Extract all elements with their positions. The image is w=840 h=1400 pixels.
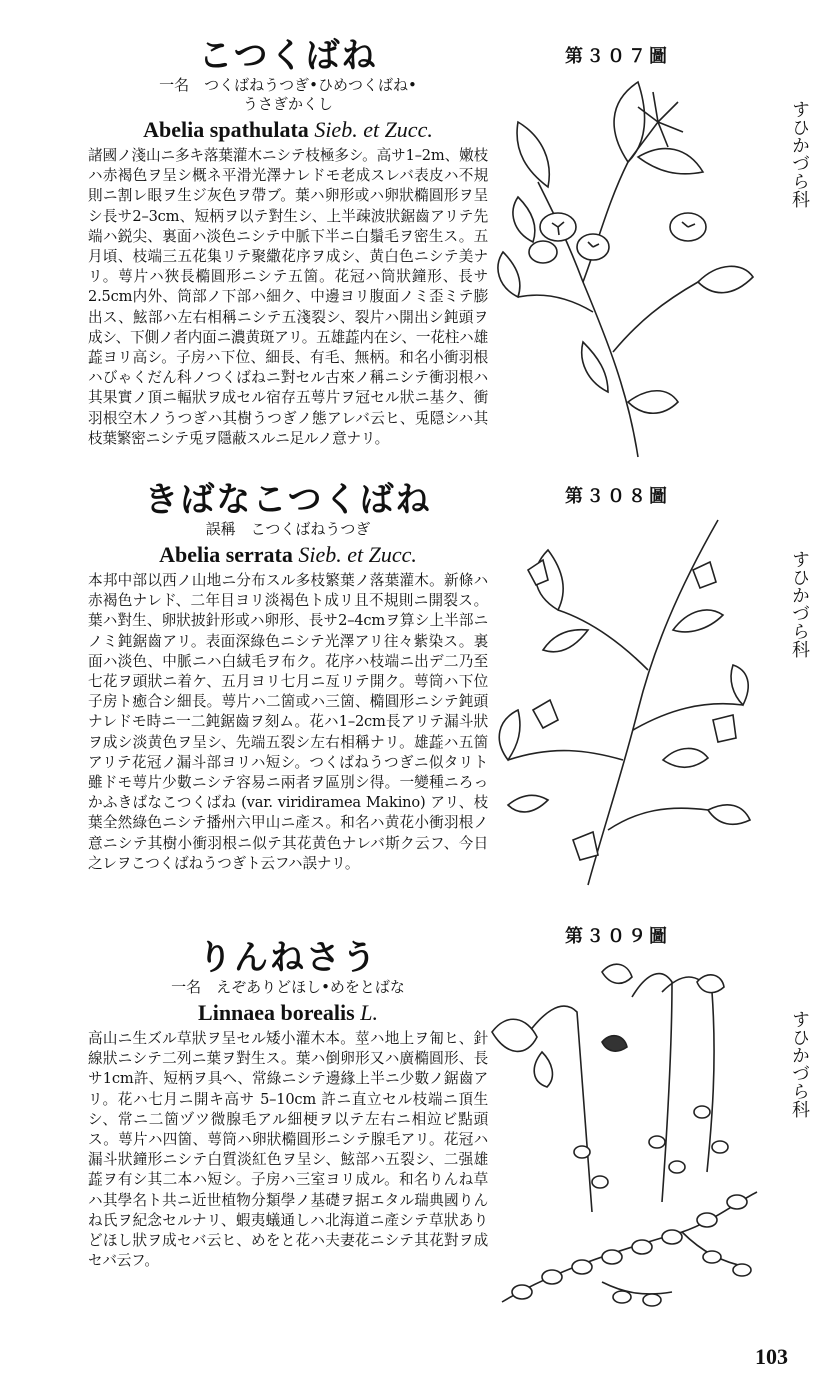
figure-label: 第３０８圖 [565, 486, 670, 507]
entry-title: こつくばね [198, 36, 378, 76]
scientific-binomial: Abelia serrata [159, 542, 293, 567]
family-name: すひかづら科 [789, 100, 810, 208]
alternate-names: 一名 つくばねうつぎ•ひめつくばね• [159, 76, 417, 94]
scientific-author: Sieb. et Zucc. [298, 542, 417, 567]
entry-description: 本邦中部以西ノ山地ニ分布スル多枝繁葉ノ落葉灌木。新條ハ赤褐色ナレド、二年目ヨリ淡褐色ト成リ且不規則ニ開裂ス。葉ハ對生、卵狀披針形或ハ卵形、長サ2–4cmヲ算シ上半部ニノミ鈍鋸齒アリ。表面深綠色ニシテ光澤アリ往々紫染ス。裏面ハ淡色、中脈ニハ白絨毛ヲ布ク。花序ハ枝端ニ出デ二乃至七花ヲ頭狀ニ着ケ、五月ヨリ七月ニ亙リテ開ク。萼筒ハ下位子房ト癒合シ細長。萼片ハ二箇或ハ三箇、橢圓形ニシテ鈍頭ナレドモ時ニ一二鈍鋸齒ヲ刻ム。花ハ1–2cm長アリテ漏斗狀ヲ成シ淡黄色ヲ呈シ、先端五裂シ左右相稱ナリ。雄蕋ハ五箇アリテ花冠ノ漏斗部ヨリハ短シ。つくばねうつぎニ似タリト雖ドモ萼片少數ニシテ容易ニ兩者ヲ區別シ得。一變種ニろっかふきばなこつくばね (var. viridiramea Makino) アリ、枝葉全然綠色ニシテ播州六甲山ニ產ス。和名ハ黄花小衝羽根ノ意ニシテ其樹小衝羽根ニ似テ其花黄色ナレバ斯ク云フ、今日之レヲこつくばねうつぎト云フハ誤ナリ。 [88, 572, 488, 872]
scientific-name [88, 999, 488, 1027]
page-number: 103 [755, 1344, 788, 1369]
entry-description: 諸國ノ淺山ニ多キ落葉灌木ニシテ枝極多シ。高サ1–2m、嫩枝ハ赤褐色ヲ呈シ概ネ平滑光澤ナレドモ老成スレバ表皮ハ不規則ニ割レ眼ヲ生ジ灰色ヲ帶ブ。葉ハ卵形或ハ卵狀橢圓形ヲ呈シ長サ2–3cm、短柄ヲ以テ對生シ、上半疎波狀鋸齒アリテ先端ハ鋭尖、裏面ハ淡色ニシテ中脈下半ニ白鬚毛ヲ密生ス。五月頃、枝端三五花集リテ聚繖花序ヲ成シ、黄白色ニシテ美ナリ。萼片ハ狹長橢圓形ニシテ五箇。花冠ハ筒狀鐘形、長サ2.5cm内外、筒部ノ下部ハ細ク、中邊ヨリ腹面ノミ歪ミテ膨出ス、鮌部ハ左右相稱ニシテ五淺裂シ、裂片ハ開出シ鈍頭ヲ成シ、下側ノ者内面ニ濃黄斑アリ。五雄蕋内在シ、一花柱ハ雄蕋ヨリ高シ。子房ハ下位、細長、有毛、無柄。和名小衝羽根ハびゃくだん科ノつくばねニ對セル古來ノ稱ニシテ衝羽根ハ其果實ノ頂ニ輻狀ヲ成セル宿存五萼片ヲ冠セル狀ニ基ク、衝羽根空木ノうつぎハ其樹うつぎノ態アレバ云ヒ、兎隠シハ其枝葉繁密ニシテ兎ヲ隱蔽スルニ足ルノ意ナリ。 [88, 147, 488, 447]
figure-label: 第３０９圖 [565, 926, 670, 947]
entry-title: りんねさう [198, 938, 378, 978]
entry-kotsukubane [0, 0, 840, 460]
entry-kibanakotsukubane [0, 460, 840, 920]
scientific-author: L. [360, 1000, 378, 1025]
figure-label: 第３０７圖 [565, 46, 670, 67]
entry-rinnesou [0, 920, 840, 1340]
entry-description: 高山ニ生ズル草狀ヲ呈セル矮小灌木本。莖ハ地上ヲ匍ヒ、針線狀ニシテ二列ニ葉ヲ對生ス。葉ハ倒卵形又ハ廣橢圓形、長サ1cm許、短柄ヲ具ヘ、常綠ニシテ邊緣上半ニ少數ノ鋸齒アリ。花ハ七月ニ開キ高サ 5–10cm 許ニ直立セル枝端ニ頂生シ、常ニ二箇ヅツ微腺毛アル細梗ヲ以テ左右ニ相竝ビ點頭ス。萼片ハ四箇、萼筒ハ卵狀橢圓形ニシテ腺毛アリ。花冠ハ漏斗狀鐘形ニシテ白質淡紅色ヲ呈シ、鮌部ハ五裂シ、二强雄蕋ヲ有シ其二本ハ短シ。子房ハ三室ヨリ成ル。和名りんね草ハ其學名ト共ニ近世植物分類學ノ基礎ヲ据エタル瑞典國りんね氏ヲ紀念セルナリ、蝦夷蟻通しハ北海道ニ產シテ草狀ありどほし狀ヲ成セバ云ヒ、めをと花ハ夫妻花ニシテ其花對ヲ成セバ云フ。 [88, 1030, 488, 1270]
alternate-names-cont: うさぎかくし [242, 95, 333, 113]
alternate-names: 誤稱 こつくばねうつぎ [205, 520, 371, 538]
family-name: すひかづら科 [789, 1010, 810, 1118]
scientific-binomial: Linnaea borealis [198, 1000, 355, 1025]
scientific-author: Sieb. et Zucc. [314, 117, 433, 142]
scientific-name [88, 116, 488, 144]
plant-illustration [488, 510, 758, 890]
scientific-name [88, 541, 488, 569]
plant-illustration [482, 952, 762, 1322]
scientific-binomial: Abelia spathulata [143, 117, 309, 142]
alternate-names: 一名 えぞありどほし•めをとばな [171, 978, 405, 996]
entry-title: きばなこつくばね [144, 480, 432, 520]
family-name: すひかづら科 [789, 550, 810, 658]
plant-illustration [488, 62, 758, 462]
